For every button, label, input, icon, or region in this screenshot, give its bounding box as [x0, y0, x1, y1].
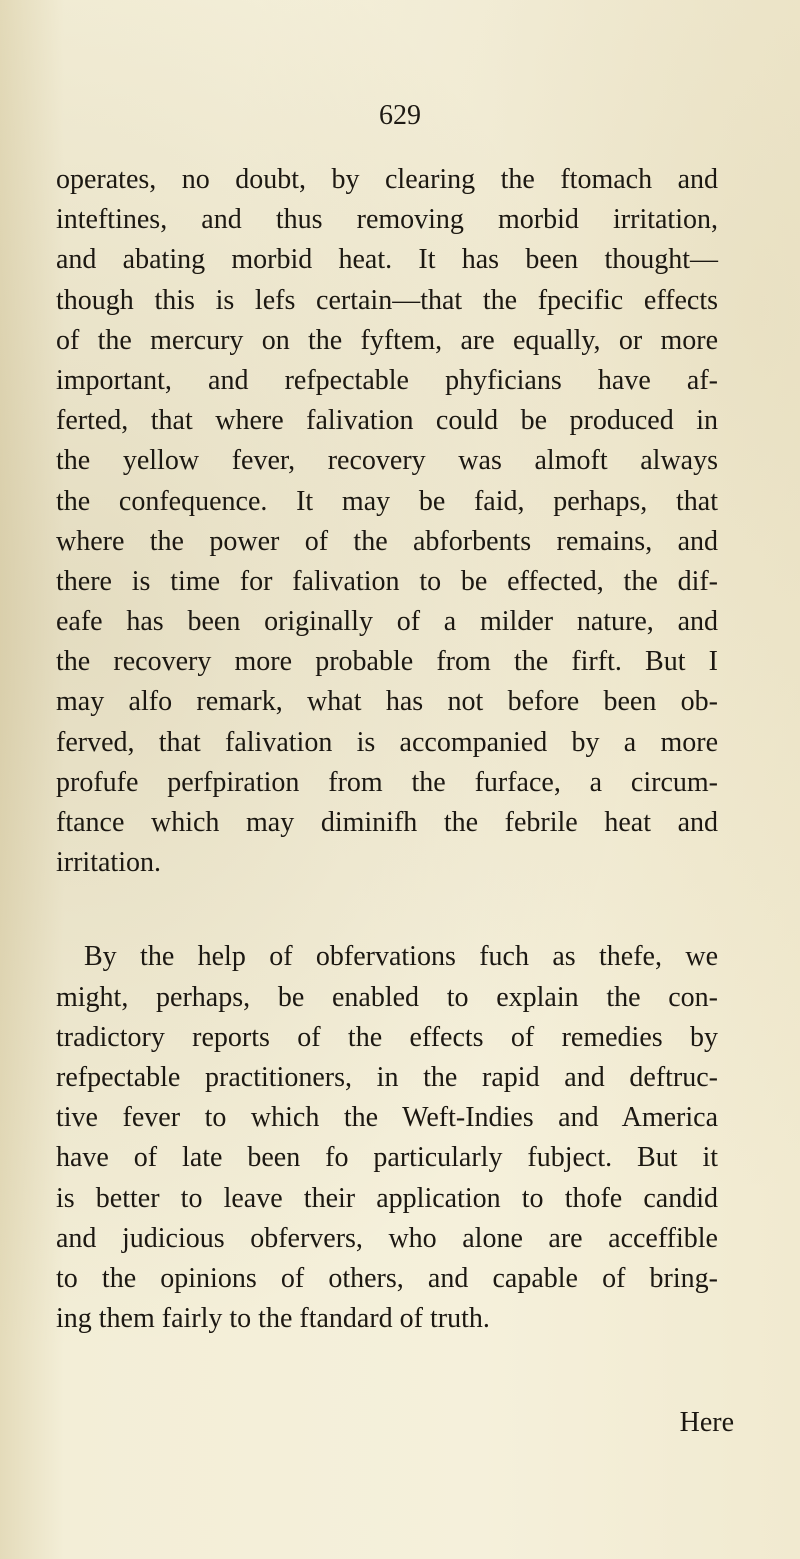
text-line: inteftines, and thus removing morbid irritation,: [56, 204, 718, 236]
text-line: ftance which may diminifh the febrile heat and: [56, 807, 718, 838]
text-line: tradictory reports of the effects of remedies by: [56, 1021, 718, 1053]
text-line: ferved, that falivation is accompanied by a more: [56, 726, 718, 758]
paragraph-2: [56, 937, 718, 1339]
text-line: and judicious obfervers, who alone are acceffible: [56, 1222, 718, 1254]
text-line: of the mercury on the fyftem, are equally, or more: [56, 324, 718, 356]
text-line: important, and refpectable phyficians have af-: [56, 364, 718, 396]
text-line: ing them fairly to the ftandard of truth.: [56, 1303, 490, 1335]
text-line: eafe has been originally of a milder nature, and: [56, 606, 718, 638]
text-line: the confequence. It may be faid, perhaps, that: [56, 485, 718, 517]
body-text: [56, 160, 718, 1339]
text-line: might, perhaps, be enabled to explain the con-: [56, 981, 718, 1013]
paragraph-gap: [56, 883, 718, 937]
text-line: refpectable practitioners, in the rapid and deftruc-: [56, 1061, 718, 1093]
text-line: irritation.: [56, 847, 161, 879]
paragraph-1: [56, 160, 718, 883]
text-line: the recovery more probable from the firft. But I: [56, 646, 718, 678]
text-line: tive fever to which the Weft-Indies and America: [56, 1102, 718, 1134]
text-line: where the power of the abforbents remains, and: [56, 525, 718, 557]
text-line: ferted, that where falivation could be produced in: [56, 405, 718, 437]
text-line: though this is lefs certain—that the fpecific effects: [56, 284, 718, 316]
text-line: profufe perfpiration from the furface, a circum-: [56, 766, 718, 798]
text-line: the yellow fever, recovery was almoft always: [56, 445, 718, 477]
text-line: may alfo remark, what has not before been ob-: [56, 686, 718, 718]
text-line: and abating morbid heat. It has been thought—: [56, 244, 718, 276]
catchword: Here: [679, 1407, 734, 1438]
text-line: is better to leave their application to thofe candid: [56, 1182, 718, 1214]
text-line: By the help of obfervations fuch as thefe, we: [84, 941, 718, 973]
text-line: operates, no doubt, by clearing the ftomach and: [56, 164, 718, 195]
text-line: there is time for falivation to be effected, the dif-: [56, 565, 718, 597]
text-line: to the opinions of others, and capable of bring-: [56, 1262, 718, 1294]
text-line: have of late been fo particularly fubject. But it: [56, 1142, 718, 1174]
page-number: 629: [379, 100, 421, 131]
